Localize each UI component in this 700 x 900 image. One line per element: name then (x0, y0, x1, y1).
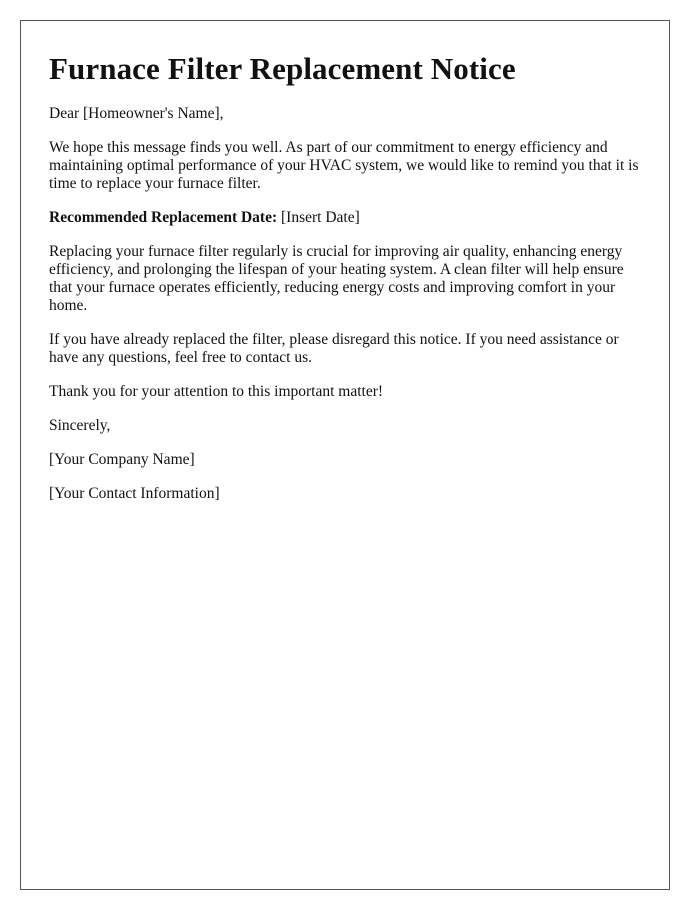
disregard-paragraph: If you have already replaced the filter, please disregard this notice. If you need assistance or have any questions, feel free to contact us. (49, 330, 619, 366)
closing-line: Sincerely, (49, 416, 111, 434)
replacement-date-label: Recommended Replacement Date: (49, 208, 278, 226)
company-name: [Your Company Name] (49, 450, 195, 468)
notice-page (20, 20, 670, 890)
replacement-date-value: [Insert Date] (277, 208, 360, 226)
contact-information: [Your Contact Information] (49, 484, 220, 502)
thanks-line: Thank you for your attention to this important matter! (49, 382, 384, 400)
page-title: Furnace Filter Replacement Notice (49, 51, 516, 86)
importance-paragraph: Replacing your furnace filter regularly is crucial for improving air quality, enhancing energy efficiency, and prolonging the lifespan of your heating system. A clean filter will help ensure that your furnace operates efficiently, reducing energy costs and improving comfort in your home. (49, 242, 624, 314)
replacement-date-line (49, 209, 649, 227)
intro-paragraph: We hope this message finds you well. As part of our commitment to energy efficiency and maintaining optimal performance of your HVAC system, we would like to remind you that it is time to replace your furnace filter. (49, 138, 639, 192)
greeting: Dear [Homeowner's Name], (49, 104, 224, 122)
